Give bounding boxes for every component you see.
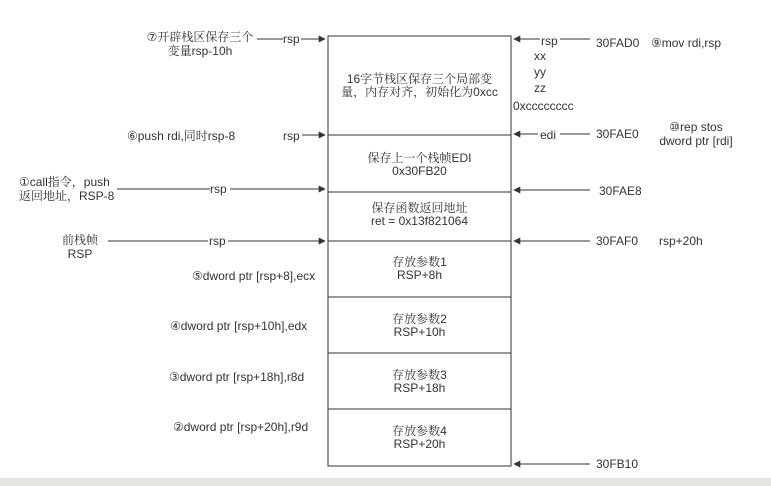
prev-frame-line1: 前栈帧 bbox=[61, 233, 98, 247]
cell-saved-edi-line1: 保存上一个栈帧EDI bbox=[367, 151, 472, 165]
cell-param2-line2: RSP+10h bbox=[393, 325, 446, 339]
step4-label: ④dword ptr [rsp+10h],edx bbox=[170, 319, 308, 333]
step5-label: ⑤dword ptr [rsp+8],ecx bbox=[192, 269, 316, 283]
addr-30fae8: 30FAE8 bbox=[599, 184, 642, 198]
cell-param2-line1: 存放参数2 bbox=[392, 312, 447, 326]
cell-local-vars-line2: 量，内存对齐，初始化为0xcc bbox=[341, 85, 498, 99]
cell-param4 bbox=[332, 425, 507, 451]
rsp20-label: rsp+20h bbox=[659, 234, 703, 248]
rsp-label-step7: rsp bbox=[283, 32, 300, 46]
cell-param1-line1: 存放参数1 bbox=[392, 255, 447, 269]
step10-line1: ⑩rep stos bbox=[669, 120, 723, 134]
step9-label: ⑨mov rdi,rsp bbox=[651, 36, 722, 50]
addr-30fad0: 30FAD0 bbox=[596, 36, 640, 50]
cell-param3-line2: RSP+18h bbox=[393, 381, 446, 395]
cell-saved-edi-line2: 0x30FB20 bbox=[392, 164, 447, 178]
cell-param1-line2: RSP+8h bbox=[396, 268, 443, 282]
step1-line2: 返回地址，RSP-8 bbox=[19, 189, 115, 203]
step10-line2: dword ptr [rdi] bbox=[659, 134, 733, 148]
step7-line1: ⑦开辟栈区保存三个 bbox=[146, 30, 254, 44]
step1-label bbox=[19, 175, 114, 203]
cell-param4-line2: RSP+20h bbox=[393, 437, 446, 451]
var-yy: yy bbox=[534, 65, 546, 79]
cell-param2 bbox=[332, 313, 507, 339]
prev-frame-line2: RSP bbox=[67, 247, 93, 261]
cell-return-addr-line2: ret = 0x13f821064 bbox=[370, 214, 469, 228]
rsp-label-step1: rsp bbox=[210, 182, 227, 196]
var-zz: zz bbox=[534, 81, 546, 95]
cell-return-addr-line1: 保存函数返回地址 bbox=[371, 201, 468, 215]
var-xx: xx bbox=[534, 49, 546, 63]
step1-line1: ①call指令，push bbox=[19, 175, 110, 189]
cell-param1 bbox=[332, 256, 507, 282]
cell-return-addr bbox=[332, 202, 507, 228]
addr-30fae0: 30FAE0 bbox=[596, 127, 639, 141]
cell-saved-edi bbox=[332, 152, 507, 178]
edi-label: edi bbox=[540, 128, 557, 142]
rsp-label-step6: rsp bbox=[283, 129, 300, 143]
addr-30fb10: 30FB10 bbox=[596, 457, 639, 471]
prev-frame-label bbox=[54, 233, 106, 261]
step7-line2: 变量rsp-10h bbox=[167, 44, 233, 58]
rsp-label-prev: rsp bbox=[209, 234, 226, 248]
cell-param3-line1: 存放参数3 bbox=[392, 368, 447, 382]
var-cc: 0xcccccccc bbox=[513, 99, 574, 113]
rsp-label-right: rsp bbox=[541, 34, 558, 48]
addr-30faf0: 30FAF0 bbox=[596, 234, 639, 248]
step3-label: ③dword ptr [rsp+18h],r8d bbox=[169, 370, 305, 384]
bottom-strip bbox=[0, 478, 771, 486]
cell-local-vars-line1: 16字节栈区保存三个局部变 bbox=[346, 72, 493, 86]
step2-label: ②dword ptr [rsp+20h],r9d bbox=[173, 420, 309, 434]
step7-label bbox=[138, 30, 262, 58]
cell-local-vars bbox=[332, 73, 507, 99]
cell-param4-line1: 存放参数4 bbox=[392, 424, 447, 438]
step6-label: ⑥push rdi,同时rsp-8 bbox=[127, 129, 236, 143]
step10-label bbox=[647, 120, 745, 148]
cell-param3 bbox=[332, 369, 507, 395]
